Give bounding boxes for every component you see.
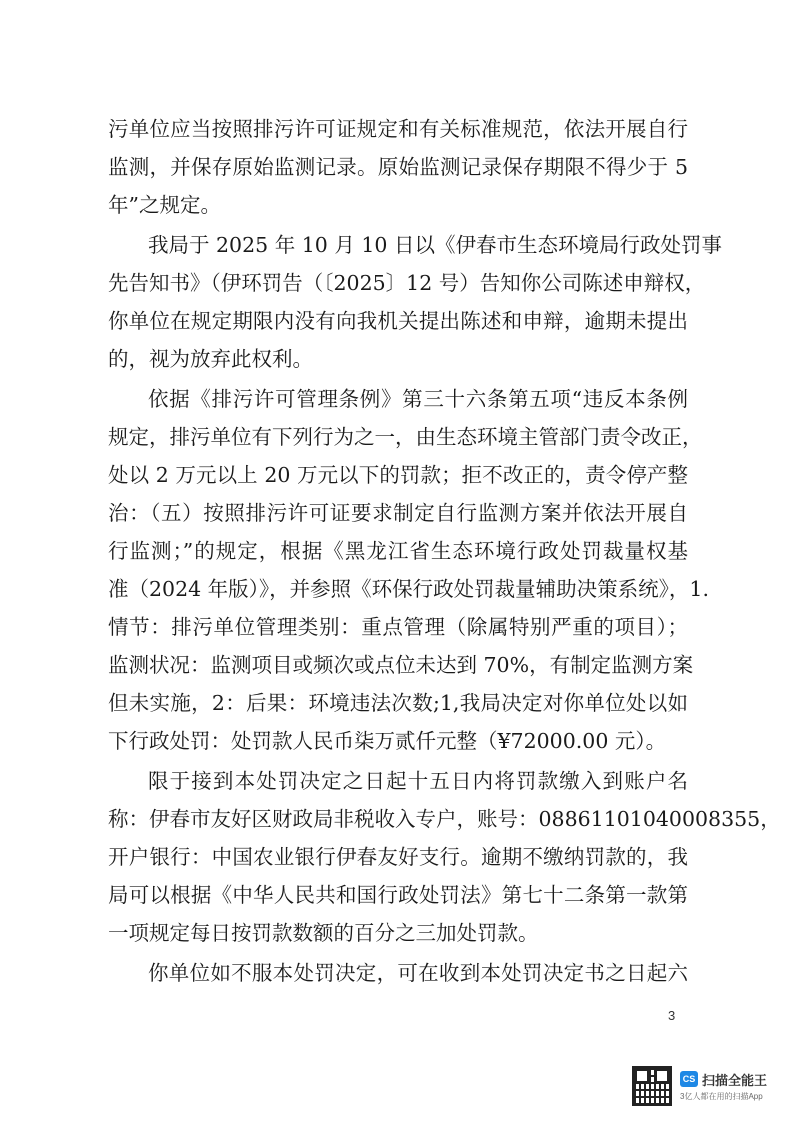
brand-name: 扫描全能王 [702,1073,768,1088]
text-line-1: 污单位应当按照排污许可证规定和有关标准规范，依法开展自行 [108,117,688,141]
text-line-12: 行监测；”的规定，根据《黑龙江省生态环境行政处罚裁量权基 [108,539,688,563]
text-line-10: 处以 2 万元以上 20 万元以下的罚款；拒不改正的，责令停产整 [108,463,688,487]
text-line-17: 下行政处罚：处罚款人民币柒万贰仟元整（¥72000.00 元）。 [108,729,667,753]
text-line-5: 先告知书》（伊环罚告（〔2025〕12 号）告知你公司陈述申辩权， [108,271,706,295]
text-line-23: 你单位如不服本处罚决定，可在收到本处罚决定书之日起六 [148,961,688,985]
cs-logo-icon: CS [680,1071,698,1087]
page-number: 3 [668,1008,676,1023]
text-line-14: 情节：排污单位管理类别：重点管理（除属特别严重的项目）； [108,615,688,639]
text-line-16: 但未实施，2：后果：环境违法次数;1,我局决定对你单位处以如 [108,691,688,715]
text-line-22: 一项规定每日按罚款数额的百分之三加处罚款。 [108,921,539,945]
text-line-18: 限于接到本处罚决定之日起十五日内将罚款缴入到账户名 [148,769,688,793]
text-line-15: 监测状况：监测项目或频次或点位未达到 70%，有制定监测方案 [108,653,694,677]
text-line-21: 局可以根据《中华人民共和国行政处罚法》第七十二条第一款第 [108,883,688,907]
text-line-4: 我局于 2025 年 10 月 10 日以《伊春市生态环境局行政处罚事 [148,233,722,257]
text-line-9: 规定，排污单位有下列行为之一，由生态环境主管部门责令改正， [108,425,703,449]
text-line-6: 你单位在规定期限内没有向我机关提出陈述和申辩，逾期未提出 [108,309,688,333]
text-line-2: 监测，并保存原始监测记录。原始监测记录保存期限不得少于 5 [108,155,688,179]
text-line-19: 称：伊春市友好区财政局非税收入专户，账号：0886110104000835​5， [108,807,781,831]
text-line-7: 的，视为放弃此权利。 [108,347,313,371]
text-line-3: 年”之规定。 [108,193,221,217]
text-line-11: 治：（五）按照排污许可证要求制定自行监测方案并依法开展自 [108,501,688,525]
text-line-13: 准（2024 年版）》，并参照《环保行政处罚裁量辅助决策系统》，1. [108,577,709,601]
scanner-watermark [632,1066,782,1110]
qr-code-icon [632,1066,672,1106]
text-line-20: 开户银行：中国农业银行伊春友好支行。逾期不缴纳罚款的，我 [108,845,688,869]
text-line-8: 依据《排污许可管理条例》第三十六条第五项“违反本条例 [148,387,688,411]
brand-tagline: 3亿人都在用的扫描App [680,1092,763,1101]
